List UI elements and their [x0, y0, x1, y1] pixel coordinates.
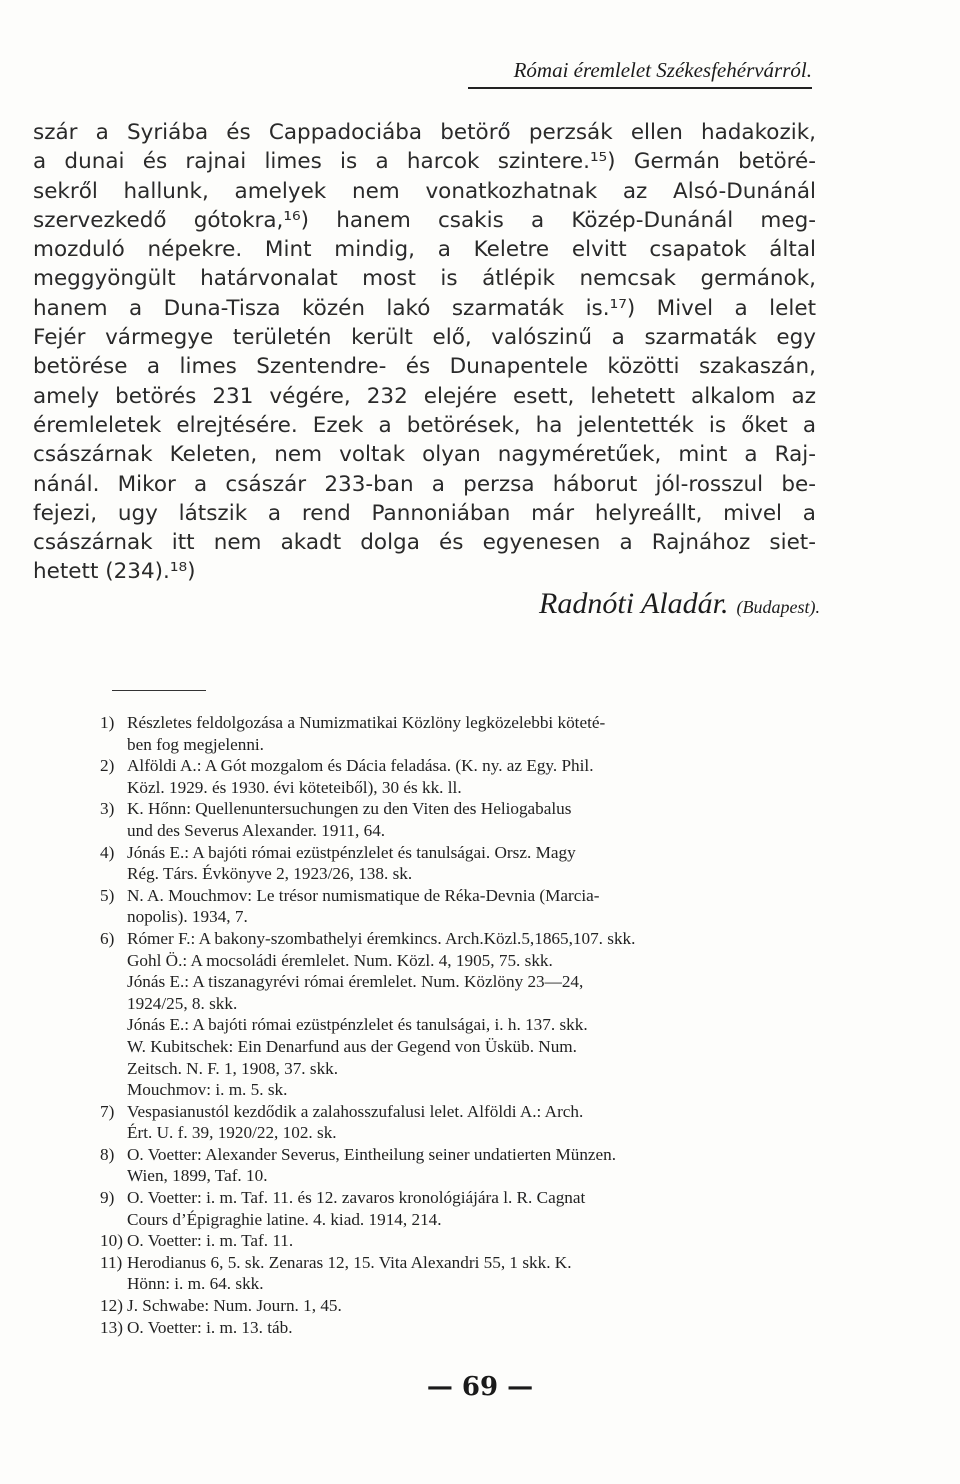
- footnote-line: Rómer F.: A bakony-szombathelyi éremkincs. Arch.Közl.5,1865,107. skk.: [127, 928, 636, 948]
- footnote: [100, 1187, 815, 1230]
- footnote-line: O. Voetter: i. m. Taf. 11. és 12. zavaros kronológiájára l. R. Cagnat: [127, 1188, 586, 1208]
- footnote-number: 9): [100, 1188, 115, 1208]
- footnote-line: W. Kubitschek: Ein Denarfund aus der Gegend von Üsküb. Num.: [127, 1036, 577, 1056]
- footnote-line: Jónás E.: A bajóti római ezüstpénzlelet és tanulságai, i. h. 137. skk.: [127, 1015, 588, 1035]
- footnotes: [100, 712, 815, 1338]
- footnote-rule: [112, 690, 206, 691]
- footnote-line: Közl. 1929. és 1930. évi köteteiből), 30 és kk. ll.: [127, 777, 462, 797]
- footnote-line: O. Voetter: i. m. Taf. 11.: [127, 1231, 294, 1251]
- body-line: hetett (234).¹⁸): [33, 559, 196, 585]
- footnote-line: Részletes feldolgozása a Numizmatikai Közlöny legközelebbi köteté-: [127, 713, 606, 732]
- body-line: nánál. Mikor a császár 233-ban a perzsa háborut jól-rosszul be-: [33, 471, 816, 497]
- body-line: mozduló népekre. Mint mindig, a Keletre elvitt csapatok által: [33, 237, 816, 263]
- footnote-line: O. Voetter: i. m. 13. táb.: [127, 1317, 293, 1337]
- footnote-number: 13): [100, 1317, 123, 1337]
- footnote-number: 8): [100, 1144, 115, 1164]
- footnote: [100, 1230, 815, 1252]
- footnote-line: Ért. U. f. 39, 1920/22, 102. sk.: [127, 1123, 337, 1143]
- footnote: [100, 1101, 815, 1144]
- body-line: hanem a Duna-Tisza közén lakó szarmaták is.¹⁷) Mivel a lelet: [33, 295, 816, 321]
- footnote-line: Hönn: i. m. 64. skk.: [127, 1274, 264, 1294]
- footnote: [100, 1252, 815, 1295]
- body-line: éremleletek elrejtésére. Ezek a betörések, ha jelentették is őket a: [33, 412, 816, 438]
- body-line: amely betörés 231 végére, 232 elejére esett, lehetett alkalom az: [33, 383, 816, 409]
- author-place: (Budapest).: [736, 597, 820, 617]
- body-line: szervezkedő gótokra,¹⁶) hanem csakis a Közép-Dunánál meg-: [33, 207, 816, 233]
- footnote-line: Vespasianustól kezdődik a zalahosszufalusi lelet. Alföldi A.: Arch.: [127, 1101, 584, 1121]
- footnote-line: Herodianus 6, 5. sk. Zenaras 12, 15. Vita Alexandri 55, 1 skk. K.: [127, 1252, 572, 1272]
- footnote-line: 1924/25, 8. skk.: [127, 993, 238, 1013]
- footnote-line: Wien, 1899, Taf. 10.: [127, 1166, 268, 1186]
- footnote-line: Rég. Társ. Évkönyve 2, 1923/26, 138. sk.: [127, 864, 413, 884]
- body-line: a dunai és rajnai limes is a harcok szintere.¹⁵) Germán betöré-: [33, 149, 816, 175]
- footnote-number: 7): [100, 1101, 115, 1121]
- footnote-line: ben fog megjelenni.: [127, 734, 264, 754]
- footnote-line: und des Severus Alexander. 1911, 64.: [127, 820, 386, 840]
- footnote: [100, 1295, 815, 1317]
- body-line: betörése a limes Szentendre- és Dunapentele közötti szakaszán,: [33, 354, 816, 380]
- body-line: császárnak Keleten, nem voltak olyan nagyméretűek, mint a Raj-: [33, 442, 816, 468]
- footnote-line: Zeitsch. N. F. 1, 1908, 37. skk.: [127, 1058, 339, 1078]
- footnote: [100, 798, 815, 841]
- footnote: [100, 885, 815, 928]
- footnote-number: 10): [100, 1231, 123, 1251]
- footnote-line: K. Hőnn: Quellenuntersuchungen zu den Viten des Heliogabalus: [127, 799, 572, 819]
- footnote-line: O. Voetter: Alexander Severus, Eintheilung seiner undatierten Münzen.: [127, 1144, 617, 1164]
- body-line: meggyöngült határvonalat most is átlépik nemcsak germánok,: [33, 266, 816, 292]
- footnote-number: 2): [100, 756, 115, 776]
- footnote-line: Jónás E.: A bajóti római ezüstpénzlelet és tanulságai. Orsz. Magy: [127, 842, 576, 862]
- body-paragraph: [33, 118, 816, 587]
- footnote-line: Alföldi A.: A Gót mozgalom és Dácia feladása. (K. ny. az Egy. Phil.: [127, 756, 594, 776]
- body-line: szár a Syriába és Cappadociába betörő perzsák ellen hadakozik,: [33, 120, 816, 145]
- body-line: Fejér vármegye területén került elő, valószinű a szarmaták egy: [33, 325, 816, 351]
- footnote: [100, 755, 815, 798]
- footnote-line: Gohl Ö.: A mocsoládi éremlelet. Num. Közl. 4, 1905, 75. skk.: [127, 950, 553, 970]
- footnote-number: 5): [100, 885, 115, 905]
- body-line: sekről hallunk, amelyek nem vonatkozhatnak az Alsó-Dunánál: [33, 178, 816, 204]
- footnote: [100, 928, 815, 1101]
- footnote-line: Mouchmov: i. m. 5. sk.: [127, 1080, 288, 1100]
- footnote-line: Jónás E.: A tiszanagyrévi római éremlelet. Num. Közlöny 23—24,: [127, 972, 584, 992]
- footnote: [100, 712, 815, 755]
- footnote-number: 3): [100, 799, 115, 819]
- footnote-number: 6): [100, 928, 115, 948]
- footnote-line: N. A. Mouchmov: Le trésor numismatique de Réka-Devnia (Marcia-: [127, 885, 600, 905]
- footnote-number: 11): [100, 1252, 123, 1272]
- footnote-line: J. Schwabe: Num. Journ. 1, 45.: [127, 1296, 342, 1316]
- footnote: [100, 1144, 815, 1187]
- footnote-number: 12): [100, 1296, 123, 1316]
- running-head: Római éremlelet Székesfehérvárról.: [468, 58, 812, 89]
- author-signature: [470, 587, 820, 621]
- footnote-number: 4): [100, 842, 115, 862]
- footnote-number: 1): [100, 713, 115, 732]
- body-line: császárnak itt nem akadt dolga és egyenesen a Rajnához siet-: [33, 530, 816, 556]
- footnote-line: Cours d’Épigraghie latine. 4. kiad. 1914, 214.: [127, 1209, 442, 1229]
- footnote: [100, 1317, 815, 1339]
- body-line: fejezi, ugy látszik a rend Pannoniában már helyreállt, mivel a: [33, 500, 816, 526]
- page-number: — 69 —: [426, 1372, 534, 1402]
- footnote: [100, 842, 815, 885]
- author-name: Radnóti Aladár.: [539, 587, 729, 620]
- footnote-line: nopolis). 1934, 7.: [127, 907, 248, 927]
